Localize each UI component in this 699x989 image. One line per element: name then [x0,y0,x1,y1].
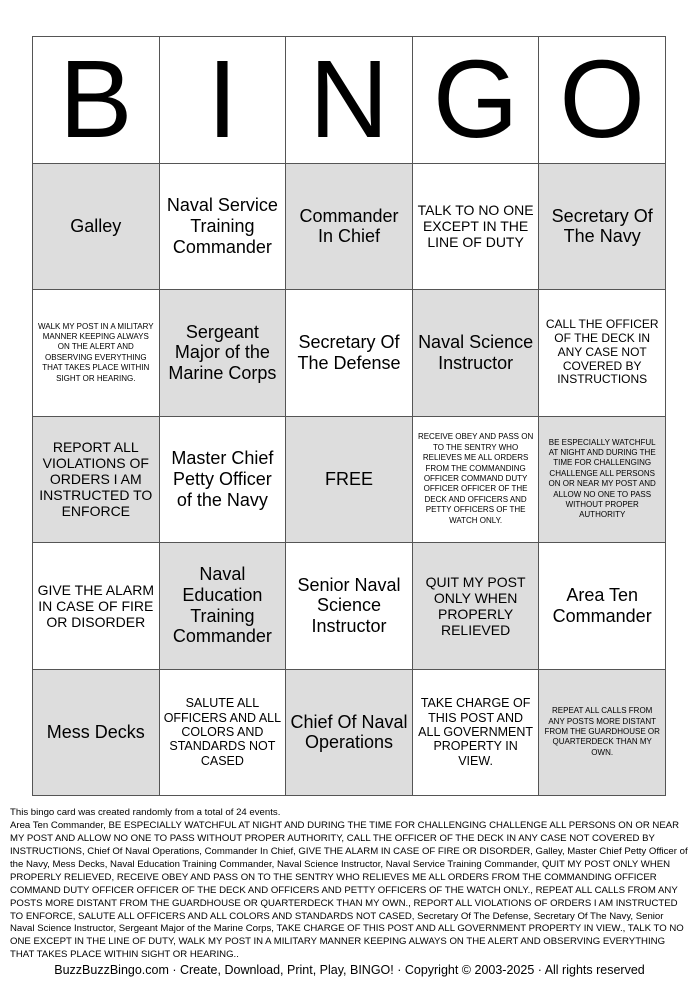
header-letter-n: N [286,37,413,164]
card-footer [10,807,690,962]
bingo-cell-r1-c1: Galley [33,164,160,291]
footer-intro: This bingo card was created randomly from a total of 24 events. [10,807,281,818]
bingo-cell-r5-c1: Mess Decks [33,670,160,797]
bingo-cell-free: FREE [286,417,413,544]
bingo-cell-r1-c5: Secretary Of The Navy [539,164,666,291]
bingo-cell-r4-c3: Senior Naval Science Instructor [286,543,413,670]
bingo-cell-r1-c3: Commander In Chief [286,164,413,291]
bingo-cell-r2-c3: Secretary Of The Defense [286,290,413,417]
bingo-cell-r4-c5: Area Ten Commander [539,543,666,670]
bingo-cell-r5-c3: Chief Of Naval Operations [286,670,413,797]
bingo-cell-r2-c2: Sergeant Major of the Marine Corps [160,290,287,417]
bingo-cell-r1-c4: TALK TO NO ONE EXCEPT IN THE LINE OF DUTY [413,164,540,291]
bingo-cell-r2-c1: WALK MY POST IN A MILITARY MANNER KEEPING ALWAYS ON THE ALERT AND OBSERVING EVERYTHING THAT TAKES PLACE WITHIN SIGHT OR HEARING. [33,290,160,417]
header-letter-o: O [539,37,666,164]
bingo-cell-r3-c5: BE ESPECIALLY WATCHFUL AT NIGHT AND DURING THE TIME FOR CHALLENGING CHALLENGE ALL PERSONS ON OR NEAR MY POST AND ALLOW NO ONE TO PASS WITHOUT PROPER AUTHORITY [539,417,666,544]
bingo-card [32,36,666,796]
bingo-cell-r4-c4: QUIT MY POST ONLY WHEN PROPERLY RELIEVED [413,543,540,670]
bingo-cell-r1-c2: Naval Service Training Commander [160,164,287,291]
header-letter-i: I [160,37,287,164]
bingo-cell-r3-c2: Master Chief Petty Officer of the Navy [160,417,287,544]
bingo-cell-r4-c2: Naval Education Training Commander [160,543,287,670]
bingo-cell-r4-c1: GIVE THE ALARM IN CASE OF FIRE OR DISORDER [33,543,160,670]
footer-event-list: Area Ten Commander, BE ESPECIALLY WATCHFUL AT NIGHT AND DURING THE TIME FOR CHALLENGING CHALLENGE ALL PERSONS ON OR NEAR MY POST AND ALLOW NO ONE TO PASS WITHOUT PROPER AUTHORITY, CALL THE OFFICER OF THE DECK IN ANY CASE NOT COVERED BY INSTRUCTIONS, Chief Of Naval Operations, Commander In Chief, GIVE THE ALARM IN CASE OF FIRE OR DISORDER, Galley, Master Chief Petty Officer of the Navy, Mess Decks, Naval Education Training Commander, Naval Science Instructor, Naval Service Training Commander, QUIT MY POST ONLY WHEN PROPERLY RELIEVED, RECEIVE OBEY AND PASS ON TO THE SENTRY WHO RELIEVES ME ALL ORDERS FROM THE COMMANDING OFFICER COMMAND DUTY OFFICER OFFICER OF THE DECK AND OFFICERS AND PETTY OFFICERS OF THE WATCH ONLY., REPEAT ALL CALLS FROM ANY POSTS MORE DISTANT FROM THE GUARDHOUSE OR QUARTERDECK THAN MY OWN., REPORT ALL VIOLATIONS OF ORDERS I AM INSTRUCTED TO ENFORCE, SALUTE ALL OFFICERS AND ALL COLORS AND STANDARDS NOT CASED, Secretary Of The Defense, Secretary Of The Navy, Senior Naval Science Instructor, Sergeant Major of the Marine Corps, TAKE CHARGE OF THIS POST AND ALL GOVERNMENT PROPERTY IN VIEW., TALK TO NO ONE EXCEPT IN THE LINE OF DUTY, WALK MY POST IN A MILITARY MANNER KEEPING ALWAYS ON THE ALERT AND OBSERVING EVERYTHING THAT TAKES PLACE WITHIN SIGHT OR HEARING.. [10,819,688,961]
bingo-cell-r5-c4: TAKE CHARGE OF THIS POST AND ALL GOVERNMENT PROPERTY IN VIEW. [413,670,540,797]
bingo-cell-r3-c1: REPORT ALL VIOLATIONS OF ORDERS I AM INSTRUCTED TO ENFORCE [33,417,160,544]
bingo-cell-r2-c5: CALL THE OFFICER OF THE DECK IN ANY CASE NOT COVERED BY INSTRUCTIONS [539,290,666,417]
header-letter-b: B [33,37,160,164]
bingo-cell-r5-c2: SALUTE ALL OFFICERS AND ALL COLORS AND STANDARDS NOT CASED [160,670,287,797]
copyright-line: BuzzBuzzBingo.com · Create, Download, Print, Play, BINGO! · Copyright © 2003-2025 · All rights reserved [54,963,645,977]
bingo-cell-r2-c4: Naval Science Instructor [413,290,540,417]
bingo-cell-r5-c5: REPEAT ALL CALLS FROM ANY POSTS MORE DISTANT FROM THE GUARDHOUSE OR QUARTERDECK THAN MY OWN. [539,670,666,797]
bingo-cell-r3-c4: RECEIVE OBEY AND PASS ON TO THE SENTRY WHO RELIEVES ME ALL ORDERS FROM THE COMMANDING OFFICER COMMAND DUTY OFFICER OFFICER OF THE DECK AND OFFICERS AND PETTY OFFICERS OF THE WATCH ONLY. [413,417,540,544]
header-letter-g: G [413,37,540,164]
